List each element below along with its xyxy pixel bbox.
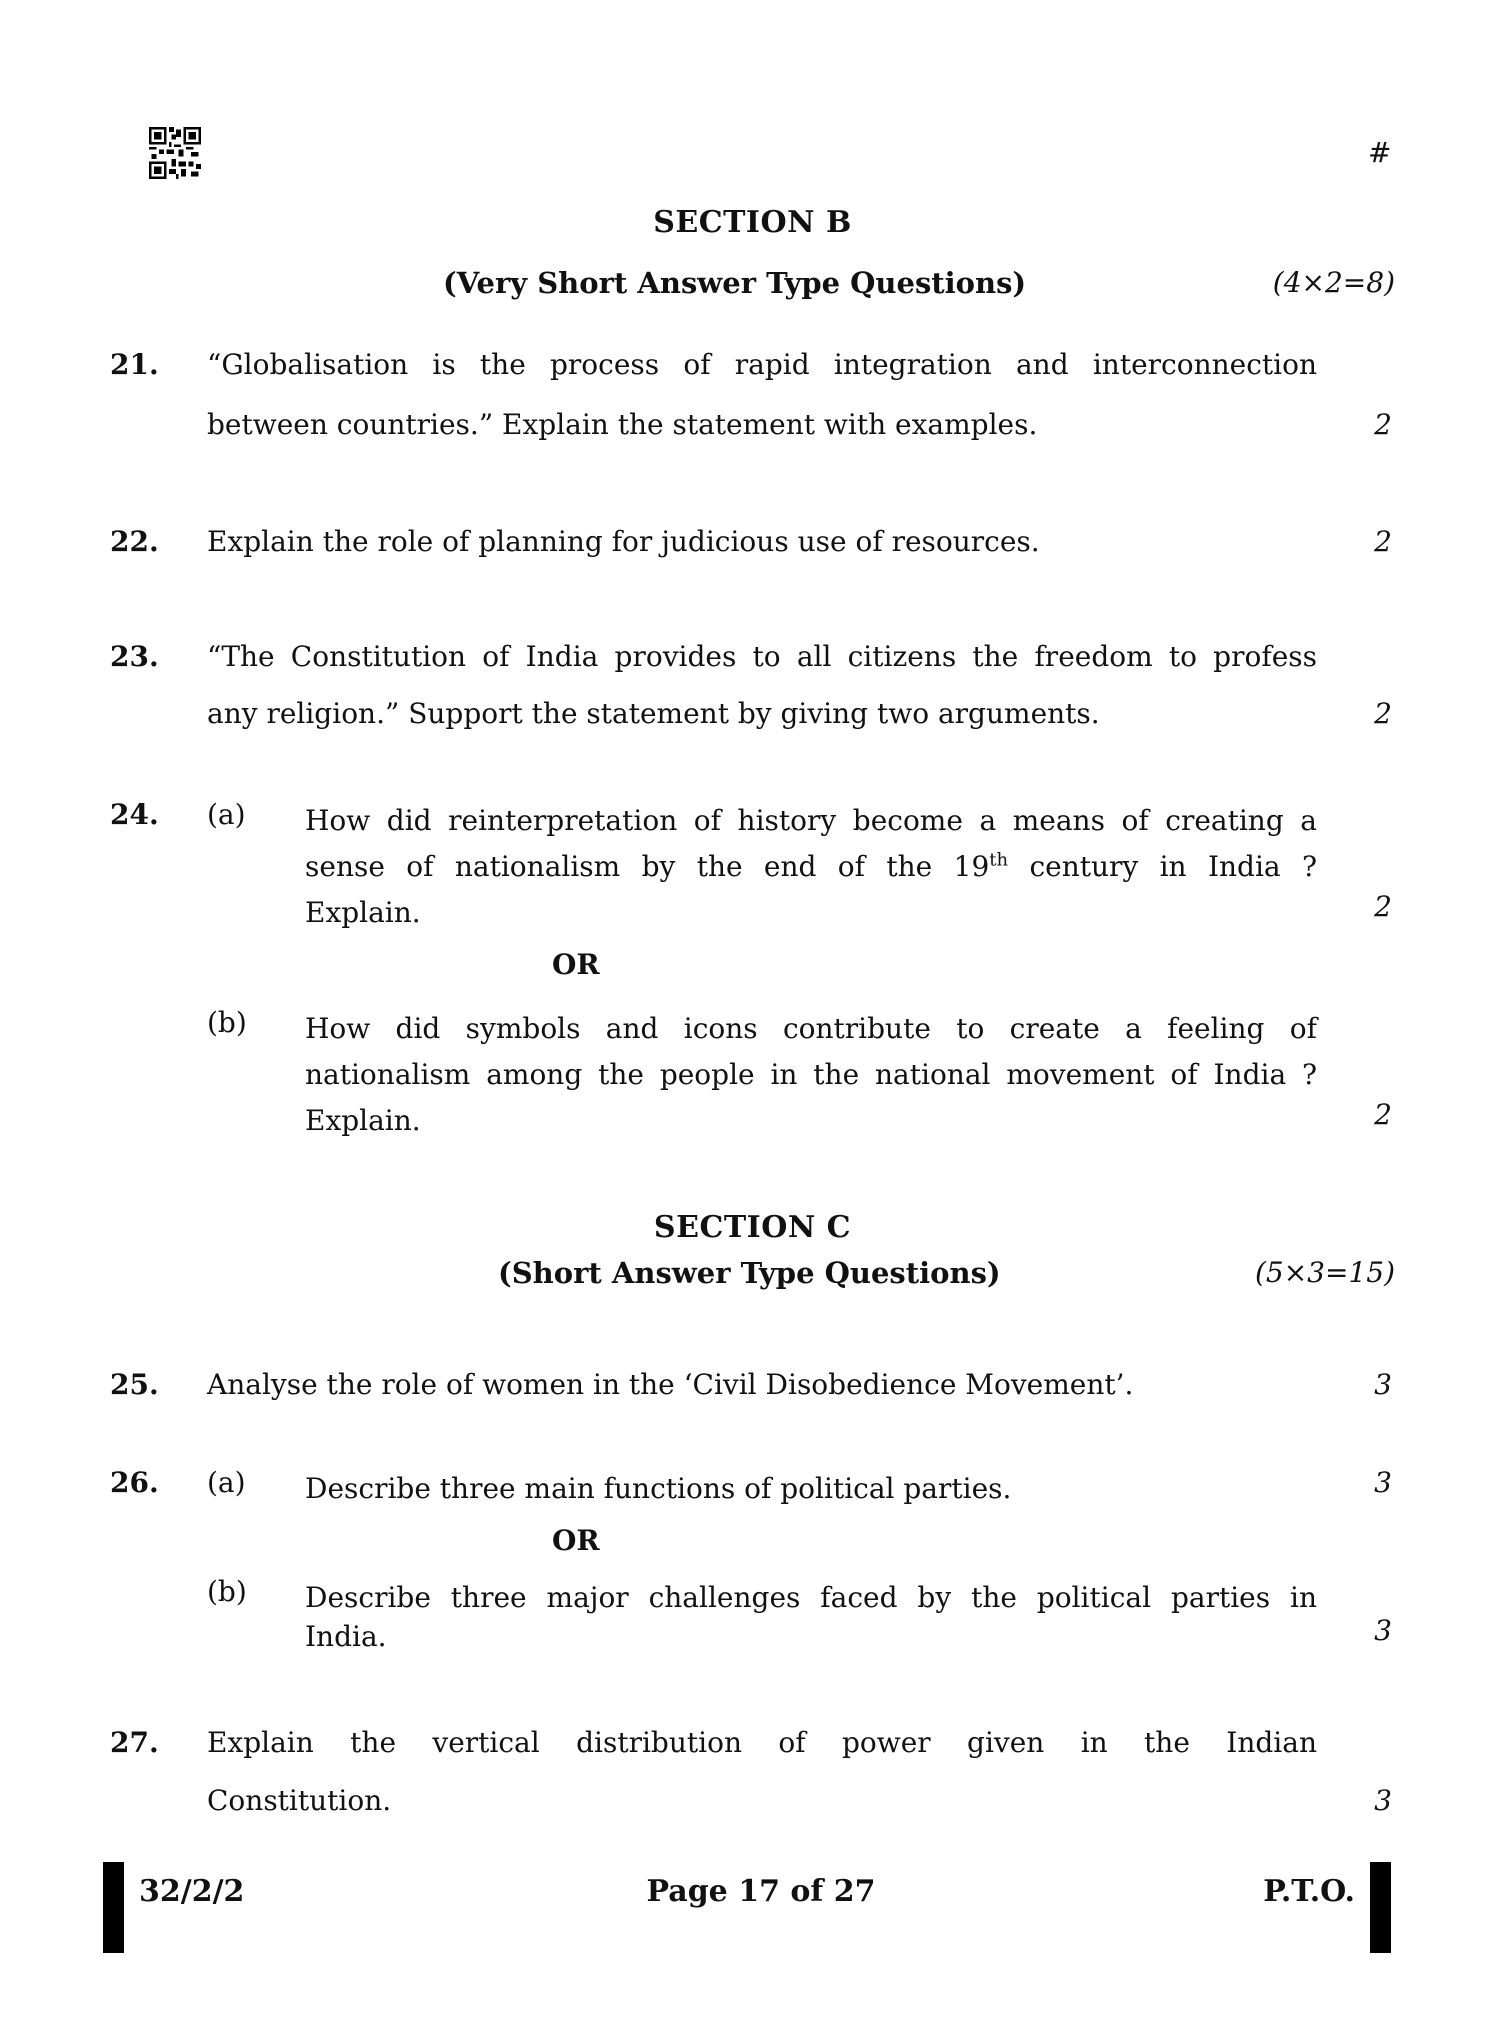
question-marks: 2 (1374, 408, 1392, 441)
question-text-line: Constitution. (207, 1784, 392, 1817)
question-number: 26. (110, 1466, 159, 1499)
subquestion-text-line: Explain. (305, 1104, 421, 1137)
subquestion-label-a: (a) (207, 1466, 246, 1499)
qr-code-icon (149, 127, 201, 179)
question-text-line: “Globalisation is the process of rapid integration and interconnection (207, 348, 1317, 381)
section-b-subtitle: (Very Short Answer Type Questions) (443, 266, 1027, 300)
subquestion-text-line: Explain. (305, 896, 421, 929)
paper-code: 32/2/2 (139, 1874, 245, 1909)
question-number: 24. (110, 798, 159, 831)
subquestion-text-line: India. (305, 1620, 387, 1653)
subquestion-text-line: nationalism among the people in the national movement of India ? (305, 1058, 1317, 1091)
question-number: 25. (110, 1368, 159, 1401)
page-number: Page 17 of 27 (646, 1874, 876, 1909)
subquestion-text-line: How did symbols and icons contribute to create a feeling of (305, 1012, 1317, 1045)
question-text: Explain the role of planning for judicious use of resources. (207, 525, 1040, 558)
question-text-line: any religion.” Support the statement by giving two arguments. (207, 697, 1100, 730)
question-marks: 2 (1374, 697, 1392, 730)
question-text-line: between countries.” Explain the statement with examples. (207, 408, 1038, 441)
question-number: 21. (110, 348, 159, 381)
section-b-marks-scheme: (4×2=8) (1272, 266, 1395, 299)
question-marks: 3 (1374, 1784, 1392, 1817)
question-number: 23. (110, 640, 159, 673)
subquestion-text: Describe three main functions of political parties. (305, 1472, 1012, 1505)
hash-mark: # (1368, 136, 1392, 169)
question-number: 27. (110, 1726, 159, 1759)
or-separator: OR (552, 948, 600, 981)
subquestion-label-a: (a) (207, 798, 246, 831)
question-text-line: “The Constitution of India provides to all citizens the freedom to profess (207, 640, 1317, 673)
question-number: 22. (110, 525, 159, 558)
section-c-title: SECTION C (653, 1210, 852, 1245)
subquestion-label-b: (b) (207, 1575, 247, 1608)
section-b-title: SECTION B (653, 205, 852, 240)
question-marks: 2 (1374, 890, 1392, 923)
question-marks: 3 (1374, 1466, 1392, 1499)
question-marks: 2 (1374, 525, 1392, 558)
section-c-marks-scheme: (5×3=15) (1254, 1256, 1395, 1289)
question-marks: 2 (1374, 1098, 1392, 1131)
pto-label: P.T.O. (1263, 1874, 1355, 1909)
subquestion-text-line: How did reinterpretation of history become a means of creating a (305, 804, 1317, 837)
question-marks: 3 (1374, 1614, 1392, 1647)
question-text: Analyse the role of women in the ‘Civil Disobedience Movement’. (207, 1368, 1134, 1401)
footer-right-bar (1370, 1862, 1391, 1953)
question-text-line: Explain the vertical distribution of power given in the Indian (207, 1726, 1317, 1759)
section-c-subtitle: (Short Answer Type Questions) (498, 1256, 1001, 1290)
subquestion-label-b: (b) (207, 1006, 247, 1039)
question-marks: 3 (1374, 1368, 1392, 1401)
or-separator: OR (552, 1524, 600, 1557)
subquestion-text-line: sense of nationalism by the end of the 19th century in India ? (305, 849, 1318, 883)
subquestion-text-line: Describe three major challenges faced by the political parties in (305, 1581, 1317, 1614)
